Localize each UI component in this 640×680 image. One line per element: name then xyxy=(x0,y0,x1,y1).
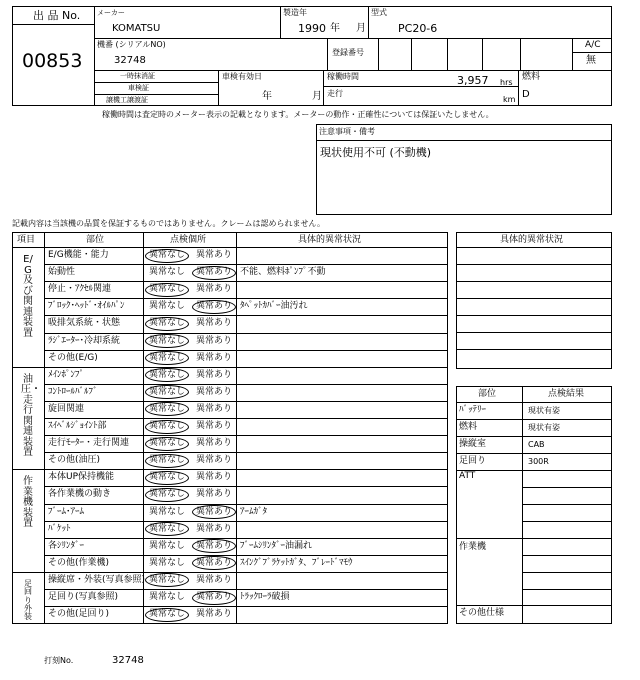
inspection-cert-label: 車検証 xyxy=(128,84,149,92)
option-ok: 異常なし xyxy=(149,574,186,585)
option-ng: 異常あり xyxy=(196,592,233,602)
group-label: E/G及び関連装置 xyxy=(23,254,33,339)
option-ok: 異常なし xyxy=(149,592,186,602)
right-detail-label: 具体的異常状況 xyxy=(500,235,564,245)
results-header-result: 点検結果 xyxy=(548,389,585,399)
group-label: 作業機装置 xyxy=(23,476,33,530)
result-part: 操縦室 xyxy=(459,439,487,449)
option-ng: 異常あり xyxy=(196,369,233,380)
group-label: 油圧・走行関連装置 xyxy=(21,373,41,459)
result-part: 燃料 xyxy=(459,422,478,432)
option-ok: 異常なし xyxy=(149,472,186,483)
serial-label: 機番 (シリアルNO) xyxy=(97,40,166,49)
fuel: D xyxy=(522,89,530,100)
selected-circle xyxy=(192,505,236,519)
selected-circle xyxy=(192,300,236,314)
part-label: 始動性 xyxy=(48,267,76,278)
selected-circle xyxy=(145,471,189,485)
option-ok: 異常なし xyxy=(149,609,186,620)
selected-circle xyxy=(145,283,189,297)
part-label: E/G機能・能力 xyxy=(48,250,109,260)
header-point: 点検個所 xyxy=(170,235,207,245)
option-ng: 異常あり xyxy=(196,523,233,534)
option-ok: 異常なし xyxy=(149,352,186,363)
option-ok: 異常なし xyxy=(149,267,186,278)
selected-circle xyxy=(145,488,189,502)
hours-unit: hrs xyxy=(500,78,513,87)
option-ng: 異常あり xyxy=(196,438,233,449)
result-part: 足回り xyxy=(459,456,487,466)
maker-label: メーカー xyxy=(97,9,125,17)
temp-plate-label: 一時抹消証 xyxy=(120,72,155,80)
att-label: ATT xyxy=(459,471,476,481)
option-ok: 異常なし xyxy=(149,540,186,551)
part-label: 各作業機の動き xyxy=(48,489,112,500)
result-value: 現状有姿 xyxy=(528,423,560,432)
option-ok: 異常なし xyxy=(149,557,186,568)
detail-text: ｱｰﾑｶﾞﾀ xyxy=(240,506,268,517)
part-label: ｽｲﾍﾞﾙｼﾞｮｲﾝﾄ部 xyxy=(48,421,107,431)
lot-no-label: 出 品 No. xyxy=(33,9,81,22)
notice-quality: 記載内容は当該機の品質を保証するものではありません。クレームは認められません。 xyxy=(12,219,325,228)
reg-label: 登録番号 xyxy=(332,48,364,57)
stamp-label: 打刻No. xyxy=(44,656,74,665)
expiry-year-unit: 年 xyxy=(262,91,272,102)
option-ng: 異常あり xyxy=(196,609,233,620)
selected-circle xyxy=(145,351,189,365)
option-ng: 異常あり xyxy=(196,506,233,517)
ac-label: A/C xyxy=(585,40,601,50)
work-label: 作業機 xyxy=(459,542,487,552)
part-label: ﾌﾞﾛｯｸ･ﾍｯﾄﾞ･ｵｲﾙﾊﾟﾝ xyxy=(48,301,125,312)
detail-text: ﾀﾍﾟｯﾄｶﾊﾞｰ油汚れ xyxy=(240,301,308,312)
year-label: 製造年 xyxy=(283,8,307,17)
part-label: ﾌﾞｰﾑ･ｱｰﾑ xyxy=(48,506,85,517)
part-label: 旋回関連 xyxy=(48,403,85,414)
maker: KOMATSU xyxy=(112,23,161,34)
hours: 3,957 xyxy=(457,74,489,87)
detail-text: ｽｲﾝｸﾞﾌﾞﾗｹｯﾄｶﾞﾀ、ﾌﾞﾚｰﾄﾞﾏﾓｳ xyxy=(240,557,353,568)
option-ok: 異常なし xyxy=(149,506,186,517)
option-ok: 異常なし xyxy=(149,301,186,312)
option-ng: 異常あり xyxy=(196,472,233,483)
option-ok: 異常なし xyxy=(149,489,186,500)
part-label: その他(作業機) xyxy=(48,557,110,568)
option-ng: 異常あり xyxy=(196,455,233,466)
selected-circle xyxy=(145,249,189,263)
part-label: ﾒｲﾝﾎﾟﾝﾌﾟ xyxy=(48,369,85,380)
part-label: その他(足回り) xyxy=(48,609,110,620)
hours-label: 稼働時間 xyxy=(327,72,359,81)
serial: 32748 xyxy=(114,55,146,66)
option-ng: 異常あり xyxy=(196,421,233,431)
selected-circle xyxy=(192,266,236,280)
mileage-unit: km xyxy=(503,95,516,104)
remarks-label: 注意事項・備考 xyxy=(319,127,375,136)
part-label: 走行ﾓｰﾀｰ・走行関連 xyxy=(48,438,130,449)
selected-circle xyxy=(145,334,189,348)
option-ok: 異常なし xyxy=(149,421,186,431)
month-unit: 月 xyxy=(356,23,366,34)
part-label: ﾗｼﾞｴｰﾀｰ･冷却系統 xyxy=(48,335,121,346)
part-label: その他(油圧) xyxy=(48,455,101,466)
part-label: 吸排気系統・状態 xyxy=(48,318,121,329)
result-value: 300R xyxy=(528,457,549,466)
option-ok: 異常なし xyxy=(149,335,186,346)
year-unit: 年 xyxy=(330,23,340,34)
ac-value: 無 xyxy=(586,55,596,66)
group-label: 足回り外装 xyxy=(24,578,32,622)
detail-text: ﾄﾗｯｸﾛｰﾗ破損 xyxy=(240,592,290,602)
option-ok: 異常なし xyxy=(149,455,186,466)
option-ng: 異常あり xyxy=(196,318,233,329)
part-label: その他(E/G) xyxy=(48,352,98,363)
stamp-no: 32748 xyxy=(112,655,144,666)
fuel-label: 燃料 xyxy=(522,72,541,82)
model-label: 型式 xyxy=(371,8,387,17)
option-ok: 異常なし xyxy=(149,438,186,449)
option-ok: 異常なし xyxy=(149,284,186,295)
option-ng: 異常あり xyxy=(196,489,233,500)
selected-circle xyxy=(192,591,236,605)
detail-text: 不能、燃料ﾎﾟﾝﾌﾟ不動 xyxy=(240,267,326,278)
option-ok: 異常なし xyxy=(149,250,186,260)
option-ng: 異常あり xyxy=(196,557,233,568)
remarks-text: 現状使用不可 (不動機) xyxy=(320,146,432,159)
selected-circle xyxy=(145,608,189,622)
part-label: 足回り(写真参照) xyxy=(48,592,119,602)
detail-text: ﾌﾞｰﾑｼﾘﾝﾀﾞｰ油漏れ xyxy=(240,540,313,551)
option-ng: 異常あり xyxy=(196,540,233,551)
mileage-label: 走行 xyxy=(327,89,343,98)
result-part: ﾊﾞｯﾃﾘｰ xyxy=(459,405,487,415)
option-ng: 異常あり xyxy=(196,403,233,414)
option-ng: 異常あり xyxy=(196,284,233,295)
part-label: 停止・ｱｸｾﾙ関連 xyxy=(48,284,112,295)
selected-circle xyxy=(145,437,189,451)
header-detail: 具体的異常状況 xyxy=(298,235,362,245)
option-ng: 異常あり xyxy=(196,574,233,585)
result-value: CAB xyxy=(528,440,545,449)
model: PC20-6 xyxy=(398,22,438,35)
option-ok: 異常なし xyxy=(149,523,186,534)
lot-no: 00853 xyxy=(22,50,83,72)
option-ng: 異常あり xyxy=(196,301,233,312)
results-header-part: 部位 xyxy=(478,389,497,399)
part-label: ﾊﾞｹｯﾄ xyxy=(48,523,71,534)
option-ok: 異常なし xyxy=(149,403,186,414)
part-label: 各ｼﾘﾝﾀﾞｰ xyxy=(48,540,85,551)
transfer-label: 譲機工譲渡証 xyxy=(106,96,148,104)
other-label: その他仕様 xyxy=(459,608,505,618)
option-ok: 異常なし xyxy=(149,318,186,329)
option-ok: 異常なし xyxy=(149,369,186,380)
selected-circle xyxy=(145,522,189,536)
selected-circle xyxy=(145,454,189,468)
option-ng: 異常あり xyxy=(196,267,233,278)
inspection-expiry-label: 車検有効日 xyxy=(222,72,262,81)
part-label: 操縦席・外装(写真参照) xyxy=(48,574,146,585)
part-label: 本体UP保持機能 xyxy=(48,472,115,483)
option-ng: 異常あり xyxy=(196,335,233,346)
selected-circle xyxy=(145,317,189,331)
header-part: 部位 xyxy=(86,235,105,245)
selected-circle xyxy=(145,420,189,434)
part-label: ｺﾝﾄﾛｰﾙﾊﾞﾙﾌﾞ xyxy=(48,386,98,397)
header-item: 項目 xyxy=(17,235,36,245)
year: 1990 xyxy=(298,22,326,35)
notice-hours: 稼働時間は査定時のメーター表示の記載となります。メーターの動作・正確性については保証いたしません。 xyxy=(102,110,494,119)
expiry-month-unit: 月 xyxy=(312,91,322,102)
option-ng: 異常あり xyxy=(196,352,233,363)
option-ok: 異常なし xyxy=(149,386,186,397)
result-value: 現状有姿 xyxy=(528,406,560,415)
option-ng: 異常あり xyxy=(196,250,233,260)
option-ng: 異常あり xyxy=(196,386,233,397)
